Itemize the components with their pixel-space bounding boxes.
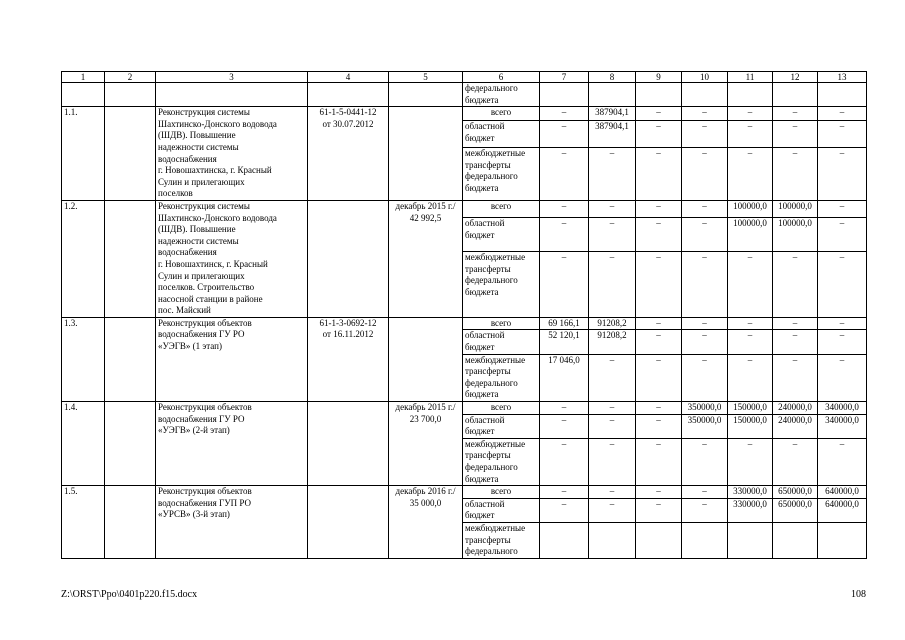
completion-date-cost: декабрь 2015 г./ 42 992,5 <box>389 200 463 317</box>
column-number: 12 <box>773 72 818 83</box>
amount-value: – <box>540 498 589 522</box>
amount-value: – <box>540 148 589 201</box>
item-number: 1.5. <box>62 486 105 559</box>
amount-value: 17 046,0 <box>540 354 589 401</box>
amount-value: – <box>682 107 728 121</box>
column-number: 6 <box>463 72 540 83</box>
empty-cell <box>818 83 867 107</box>
amount-value: – <box>682 218 728 252</box>
item-number: 1.2. <box>62 200 105 317</box>
amount-value: 387904,1 <box>589 121 636 148</box>
amount-value: 150000,0 <box>728 402 773 415</box>
empty-cell <box>682 83 728 107</box>
empty-cell <box>589 83 636 107</box>
amount-value: 350000,0 <box>682 414 728 438</box>
amount-value: – <box>773 252 818 318</box>
amount-value: – <box>682 498 728 522</box>
empty-cell <box>105 402 156 486</box>
column-number: 4 <box>308 72 389 83</box>
amount-value: – <box>728 252 773 318</box>
amount-value: – <box>589 486 636 499</box>
amount-value: – <box>636 498 682 522</box>
amount-value: – <box>636 402 682 415</box>
funding-type: областной бюджет <box>463 330 540 354</box>
column-number: 13 <box>818 72 867 83</box>
column-number: 5 <box>389 72 463 83</box>
amount-value: – <box>818 354 867 401</box>
amount-value: – <box>818 252 867 318</box>
funding-type: всего <box>463 107 540 121</box>
funding-type: межбюджетные трансферты федерального бюджета <box>463 148 540 201</box>
amount-value: – <box>818 121 867 148</box>
amount-value <box>728 522 773 558</box>
amount-value: – <box>682 317 728 330</box>
amount-value: – <box>773 317 818 330</box>
amount-value: – <box>682 486 728 499</box>
amount-value: 330000,0 <box>728 486 773 499</box>
amount-value: 650000,0 <box>773 486 818 499</box>
item-name: Реконструкция объектов водоснабжения ГУП РО «УРСВ» (3-й этап) <box>156 486 308 559</box>
project-document: 61-1-5-0441-12 от 30.07.2012 <box>308 107 389 201</box>
amount-value: – <box>728 121 773 148</box>
amount-value: – <box>818 200 867 217</box>
completion-date-cost: декабрь 2015 г./ 23 700,0 <box>389 402 463 486</box>
completion-date-cost <box>389 107 463 201</box>
empty-cell <box>540 83 589 107</box>
funding-type: межбюджетные трансферты федерального <box>463 522 540 558</box>
column-number: 2 <box>105 72 156 83</box>
item-number: 1.3. <box>62 317 105 401</box>
amount-value: – <box>818 438 867 485</box>
amount-value: – <box>728 317 773 330</box>
amount-value: – <box>540 218 589 252</box>
column-number: 11 <box>728 72 773 83</box>
amount-value: – <box>773 107 818 121</box>
completion-date-cost <box>389 317 463 401</box>
empty-cell <box>105 83 156 107</box>
funding-type: федерального бюджета <box>463 83 540 107</box>
table-row <box>62 402 867 415</box>
amount-value: – <box>682 148 728 201</box>
amount-value: – <box>636 218 682 252</box>
column-number: 9 <box>636 72 682 83</box>
funding-type: областной бюджет <box>463 414 540 438</box>
amount-value: – <box>728 330 773 354</box>
amount-value: – <box>682 200 728 217</box>
funding-type: областной бюджет <box>463 121 540 148</box>
amount-value: – <box>589 498 636 522</box>
amount-value: – <box>773 438 818 485</box>
project-document <box>308 402 389 486</box>
funding-type: межбюджетные трансферты федерального бюджета <box>463 252 540 318</box>
amount-value <box>589 522 636 558</box>
amount-value: 91208,2 <box>589 317 636 330</box>
amount-value: – <box>636 252 682 318</box>
budget-table <box>61 71 867 559</box>
empty-cell <box>105 200 156 317</box>
amount-value: – <box>728 354 773 401</box>
amount-value: 100000,0 <box>773 218 818 252</box>
column-number: 3 <box>156 72 308 83</box>
amount-value: – <box>818 317 867 330</box>
empty-cell <box>62 83 105 107</box>
amount-value: 340000,0 <box>818 402 867 415</box>
item-name: Реконструкция объектов водоснабжения ГУ РО «УЭГВ» (2-й этап) <box>156 402 308 486</box>
amount-value: – <box>818 330 867 354</box>
funding-type: областной бюджет <box>463 498 540 522</box>
completion-date-cost: декабрь 2016 г./ 35 000,0 <box>389 486 463 559</box>
column-numbers-row <box>62 72 867 83</box>
continuation-row <box>62 83 867 107</box>
amount-value: 650000,0 <box>773 498 818 522</box>
amount-value: – <box>540 402 589 415</box>
amount-value: – <box>728 148 773 201</box>
empty-cell <box>156 83 308 107</box>
empty-cell <box>105 317 156 401</box>
amount-value: – <box>589 148 636 201</box>
amount-value: – <box>589 252 636 318</box>
amount-value: – <box>636 200 682 217</box>
item-number: 1.4. <box>62 402 105 486</box>
amount-value: 52 120,1 <box>540 330 589 354</box>
amount-value: – <box>773 148 818 201</box>
amount-value: – <box>540 414 589 438</box>
funding-type: всего <box>463 317 540 330</box>
amount-value: 100000,0 <box>773 200 818 217</box>
amount-value: – <box>540 486 589 499</box>
funding-type: межбюджетные трансферты федерального бюджета <box>463 354 540 401</box>
funding-type: всего <box>463 402 540 415</box>
amount-value: 240000,0 <box>773 414 818 438</box>
amount-value: – <box>682 330 728 354</box>
amount-value: – <box>540 121 589 148</box>
table-row <box>62 107 867 121</box>
empty-cell <box>773 83 818 107</box>
amount-value: – <box>589 354 636 401</box>
amount-value: – <box>773 354 818 401</box>
amount-value: 150000,0 <box>728 414 773 438</box>
amount-value <box>818 522 867 558</box>
amount-value: 340000,0 <box>818 414 867 438</box>
amount-value <box>540 522 589 558</box>
amount-value: – <box>540 438 589 485</box>
amount-value: – <box>728 107 773 121</box>
empty-cell <box>105 486 156 559</box>
empty-cell <box>105 107 156 201</box>
amount-value: – <box>540 252 589 318</box>
amount-value: 100000,0 <box>728 218 773 252</box>
item-name: Реконструкция системы Шахтинско-Донского водовода (ШДВ). Повышение надежности системы водоснабжения г. Новошахтинска, г. Красный Сулин и прилегающих поселков <box>156 107 308 201</box>
empty-cell <box>636 83 682 107</box>
amount-value: – <box>636 107 682 121</box>
empty-cell <box>728 83 773 107</box>
amount-value: 100000,0 <box>728 200 773 217</box>
amount-value: 350000,0 <box>682 402 728 415</box>
amount-value <box>636 522 682 558</box>
footer-file-path: Z:\ORST\Ppo\0401p220.f15.docx <box>61 589 198 600</box>
table-row <box>62 486 867 499</box>
amount-value: – <box>728 438 773 485</box>
amount-value: – <box>818 148 867 201</box>
column-number: 1 <box>62 72 105 83</box>
project-document: 61-1-3-0692-12 от 16.11.2012 <box>308 317 389 401</box>
amount-value: – <box>589 438 636 485</box>
column-number: 8 <box>589 72 636 83</box>
column-number: 10 <box>682 72 728 83</box>
project-document <box>308 486 389 559</box>
amount-value: – <box>636 354 682 401</box>
amount-value: – <box>818 107 867 121</box>
amount-value: – <box>682 121 728 148</box>
amount-value: – <box>636 438 682 485</box>
amount-value: – <box>818 218 867 252</box>
amount-value: – <box>636 317 682 330</box>
amount-value: – <box>540 200 589 217</box>
amount-value: – <box>540 107 589 121</box>
amount-value: – <box>682 252 728 318</box>
table-row <box>62 200 867 217</box>
amount-value: – <box>636 148 682 201</box>
amount-value: – <box>636 486 682 499</box>
amount-value: 640000,0 <box>818 486 867 499</box>
amount-value: – <box>636 414 682 438</box>
item-number: 1.1. <box>62 107 105 201</box>
amount-value: 640000,0 <box>818 498 867 522</box>
amount-value: – <box>636 330 682 354</box>
item-name: Реконструкция объектов водоснабжения ГУ РО «УЭГВ» (1 этап) <box>156 317 308 401</box>
amount-value <box>682 522 728 558</box>
amount-value: – <box>589 402 636 415</box>
amount-value <box>773 522 818 558</box>
funding-type: межбюджетные трансферты федерального бюджета <box>463 438 540 485</box>
empty-cell <box>308 83 389 107</box>
amount-value: 91208,2 <box>589 330 636 354</box>
funding-type: областной бюджет <box>463 218 540 252</box>
amount-value: – <box>773 330 818 354</box>
project-document <box>308 200 389 317</box>
amount-value: – <box>636 121 682 148</box>
funding-type: всего <box>463 486 540 499</box>
amount-value: – <box>589 218 636 252</box>
amount-value: – <box>682 438 728 485</box>
page-number: 108 <box>851 589 866 600</box>
amount-value: 69 166,1 <box>540 317 589 330</box>
funding-type: всего <box>463 200 540 217</box>
empty-cell <box>389 83 463 107</box>
amount-value: – <box>589 200 636 217</box>
table-row <box>62 317 867 330</box>
amount-value: 240000,0 <box>773 402 818 415</box>
amount-value: 387904,1 <box>589 107 636 121</box>
amount-value: – <box>773 121 818 148</box>
amount-value: – <box>682 354 728 401</box>
amount-value: – <box>589 414 636 438</box>
item-name: Реконструкция системы Шахтинско-Донского водовода (ШДВ). Повышение надежности системы водоснабжения г. Новошахтинск, г. Красный Сулин и прилегающих поселков. Строительство насосной станции в районе пос. Майский <box>156 200 308 317</box>
amount-value: 330000,0 <box>728 498 773 522</box>
column-number: 7 <box>540 72 589 83</box>
